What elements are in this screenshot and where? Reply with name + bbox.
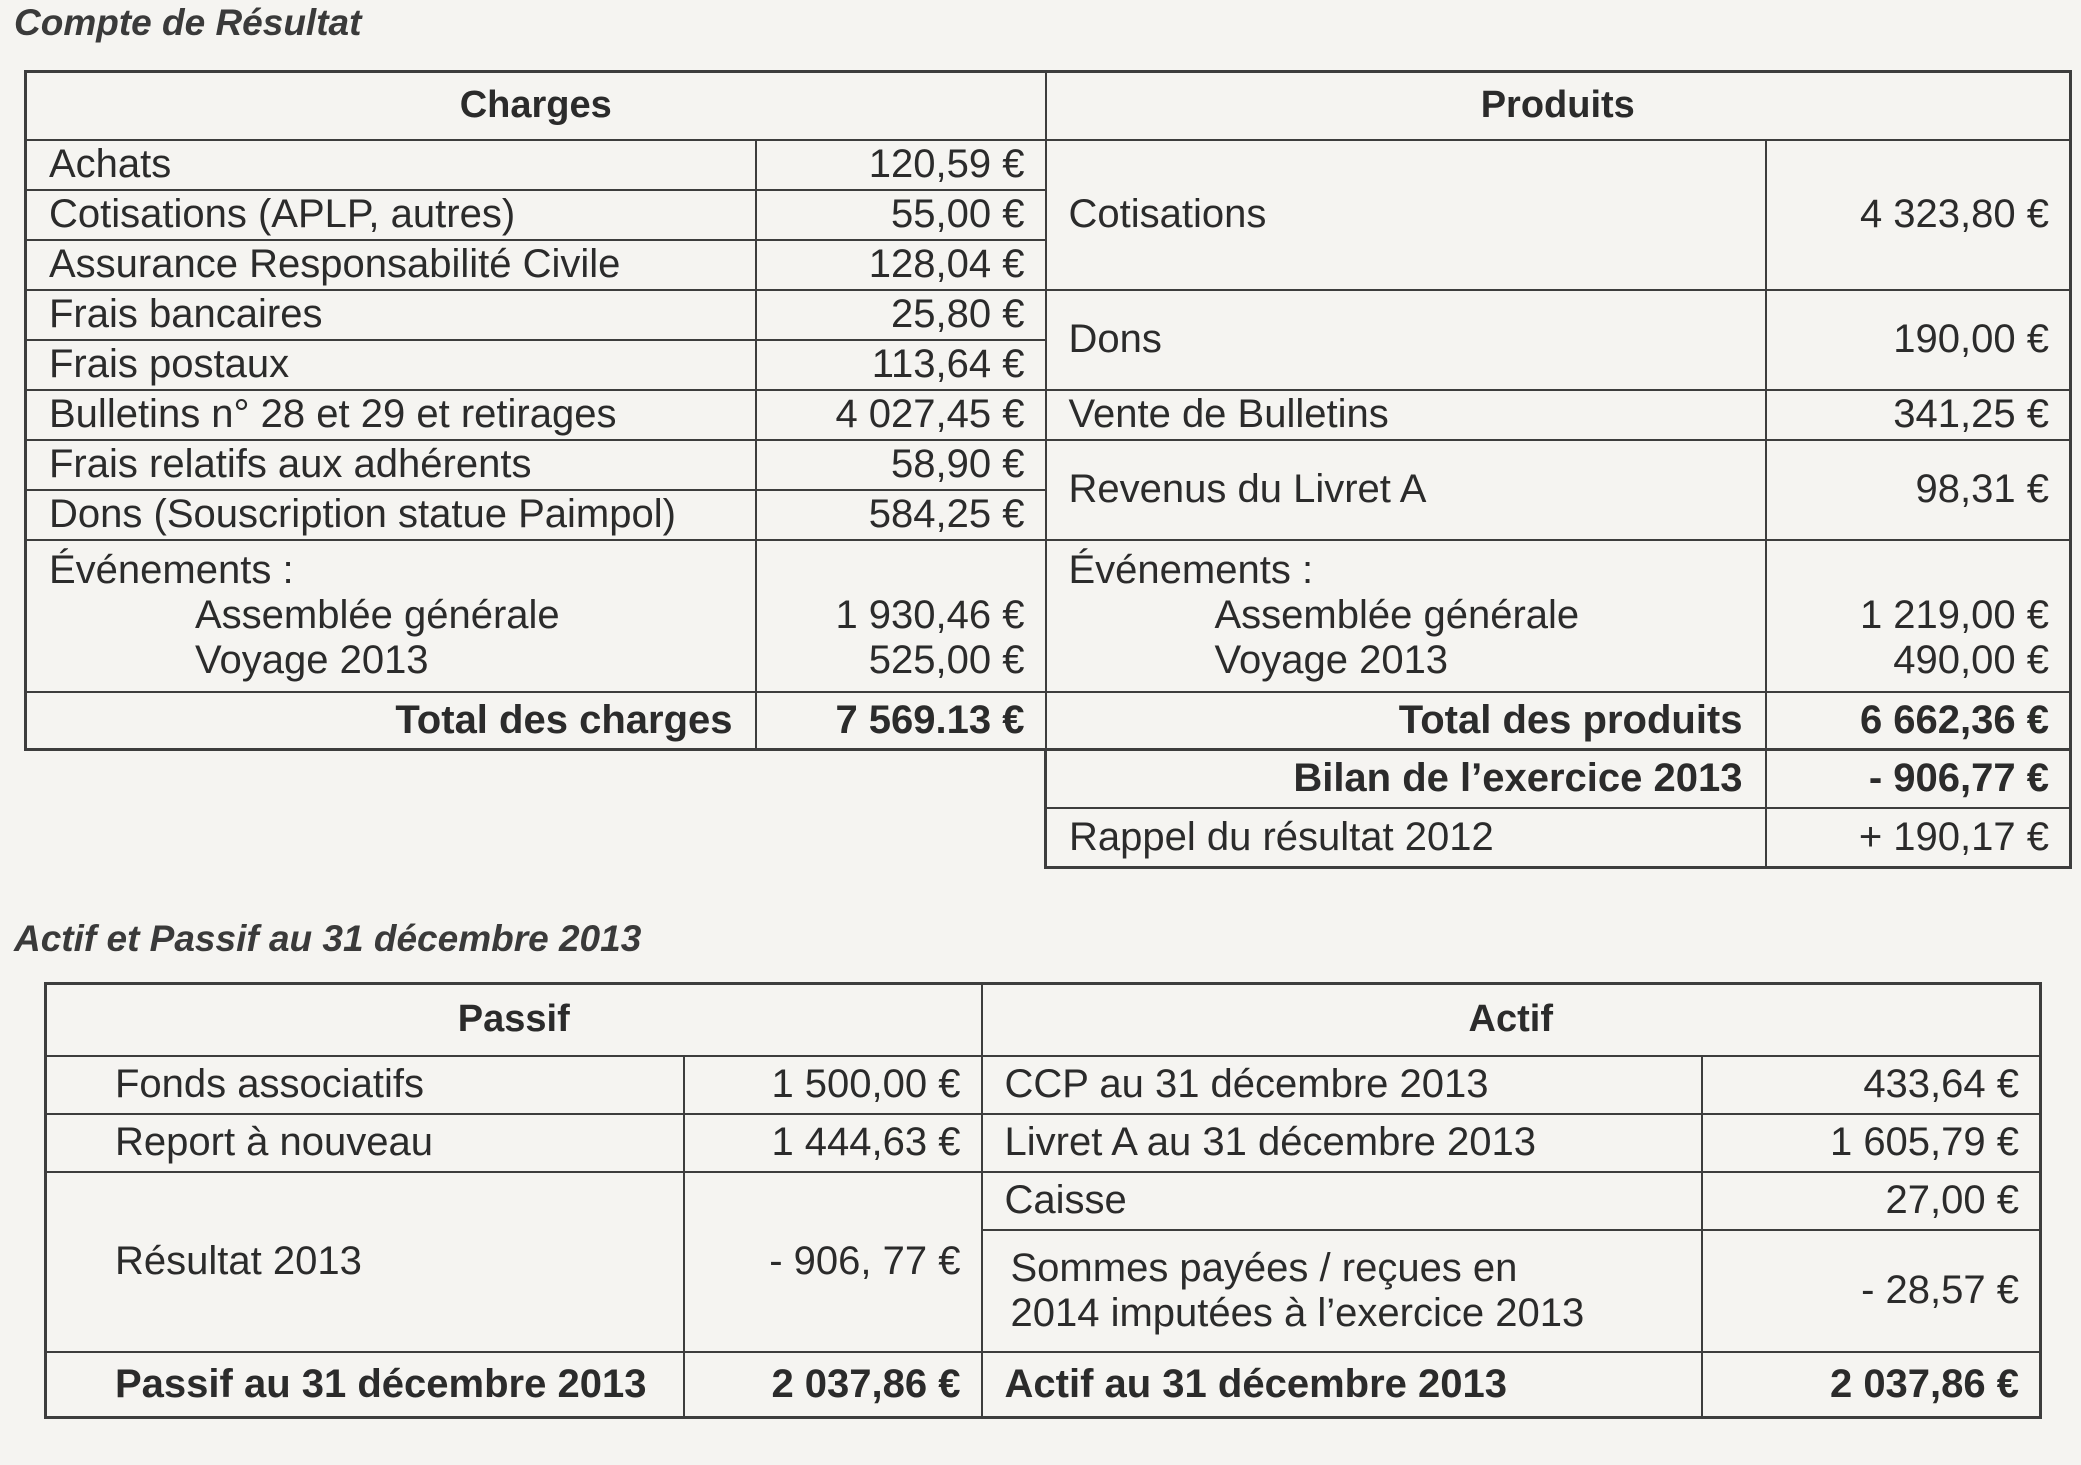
charge-label: Dons (Souscription statue Paimpol) [26, 490, 756, 540]
total-actif-amount: 2 037,86 € [1702, 1352, 2041, 1418]
passif-amount: 1 500,00 € [684, 1056, 982, 1114]
table-row [46, 1114, 2041, 1172]
charge-amount: 4 027,45 € [756, 390, 1046, 440]
charges-events-label: Événements : [49, 548, 294, 592]
compte-title: Compte de Résultat [14, 2, 362, 43]
actif-amount: 1 605,79 € [1702, 1114, 2041, 1172]
actif-passif-table [44, 982, 2042, 1419]
charge-amount: 128,04 € [756, 240, 1046, 290]
charge-label: Bulletins n° 28 et 29 et retirages [26, 390, 756, 440]
table-row [26, 140, 2071, 190]
charges-event-amount: 525,00 € [868, 638, 1025, 682]
bilan-sheet-title: Actif et Passif au 31 décembre 2013 [14, 918, 642, 959]
produit-amount: 98,31 € [1766, 440, 2071, 540]
table-row [26, 440, 2071, 490]
table-row [26, 290, 2071, 340]
produit-amount: 4 323,80 € [1766, 140, 2071, 290]
produits-events-label: Événements : [1068, 548, 1314, 592]
produit-label: Cotisations [1046, 140, 1766, 290]
bilan-row [1046, 750, 2071, 808]
rappel-row [1046, 808, 2071, 868]
charge-amount: 584,25 € [756, 490, 1046, 540]
totals-row [26, 692, 2071, 750]
charge-label: Frais bancaires [26, 290, 756, 340]
total-produits-label: Total des produits [1046, 692, 1766, 750]
charge-label: Achats [26, 140, 756, 190]
table-row [46, 1172, 2041, 1230]
charges-events-amounts [756, 540, 1046, 692]
produits-header: Produits [1046, 72, 2071, 140]
charge-label: Frais relatifs aux adhérents [26, 440, 756, 490]
actif-label: Livret A au 31 décembre 2013 [982, 1114, 1702, 1172]
actif-amount: - 28,57 € [1702, 1230, 2041, 1352]
charge-label: Assurance Responsabilité Civile [26, 240, 756, 290]
total-charges-amount: 7 569.13 € [756, 692, 1046, 750]
actif-label: Caisse [982, 1172, 1702, 1230]
rappel-amount: + 190,17 € [1766, 808, 2071, 868]
actif-amount: 27,00 € [1702, 1172, 2041, 1230]
charge-amount: 120,59 € [756, 140, 1046, 190]
bilan-exercice-table [1044, 748, 2072, 869]
actif-label-multiline [982, 1230, 1702, 1352]
produit-amount: 341,25 € [1766, 390, 2071, 440]
total-produits-amount: 6 662,36 € [1766, 692, 2071, 750]
table-row [26, 390, 2071, 440]
charges-event-label: Assemblée générale [195, 593, 560, 637]
charge-label: Frais postaux [26, 340, 756, 390]
compte-de-resultat-table [24, 70, 2072, 751]
events-row [26, 540, 2071, 692]
rappel-label: Rappel du résultat 2012 [1046, 808, 1766, 868]
produits-event-amount: 490,00 € [1893, 638, 2049, 682]
totals-row [46, 1352, 2041, 1418]
produit-label: Revenus du Livret A [1046, 440, 1766, 540]
total-passif-amount: 2 037,86 € [684, 1352, 982, 1418]
charge-amount: 113,64 € [756, 340, 1046, 390]
produits-event-label: Assemblée générale [1214, 593, 1580, 637]
produit-amount: 190,00 € [1766, 290, 2071, 390]
actif-header: Actif [982, 984, 2041, 1056]
actif-amount: 433,64 € [1702, 1056, 2041, 1114]
actif-label: CCP au 31 décembre 2013 [982, 1056, 1702, 1114]
passif-amount: 1 444,63 € [684, 1114, 982, 1172]
produits-events-cell [1046, 540, 1766, 692]
passif-label: Report à nouveau [46, 1114, 684, 1172]
charges-header: Charges [26, 72, 1046, 140]
charges-events-cell [26, 540, 756, 692]
bilan-label: Bilan de l’exercice 2013 [1046, 750, 1766, 808]
table-row [46, 1056, 2041, 1114]
produit-label: Dons [1046, 290, 1766, 390]
charges-event-label: Voyage 2013 [195, 638, 429, 682]
passif-header: Passif [46, 984, 982, 1056]
produit-label: Vente de Bulletins [1046, 390, 1766, 440]
bilan-amount: - 906,77 € [1766, 750, 2071, 808]
charge-amount: 58,90 € [756, 440, 1046, 490]
actif-label-line: 2014 imputées à l’exercice 2013 [1010, 1290, 1585, 1335]
actif-label-line: Sommes payées / reçues en [1010, 1245, 1518, 1290]
charges-event-amount: 1 930,46 € [835, 593, 1025, 637]
total-passif-label: Passif au 31 décembre 2013 [46, 1352, 684, 1418]
passif-label: Fonds associatifs [46, 1056, 684, 1114]
produits-events-amounts [1766, 540, 2071, 692]
charge-amount: 25,80 € [756, 290, 1046, 340]
total-actif-label: Actif au 31 décembre 2013 [982, 1352, 1702, 1418]
charge-amount: 55,00 € [756, 190, 1046, 240]
passif-amount: - 906, 77 € [684, 1172, 982, 1352]
passif-label: Résultat 2013 [46, 1172, 684, 1352]
charge-label: Cotisations (APLP, autres) [26, 190, 756, 240]
produits-event-amount: 1 219,00 € [1859, 593, 2049, 637]
total-charges-label: Total des charges [26, 692, 756, 750]
produits-event-label: Voyage 2013 [1214, 638, 1449, 682]
